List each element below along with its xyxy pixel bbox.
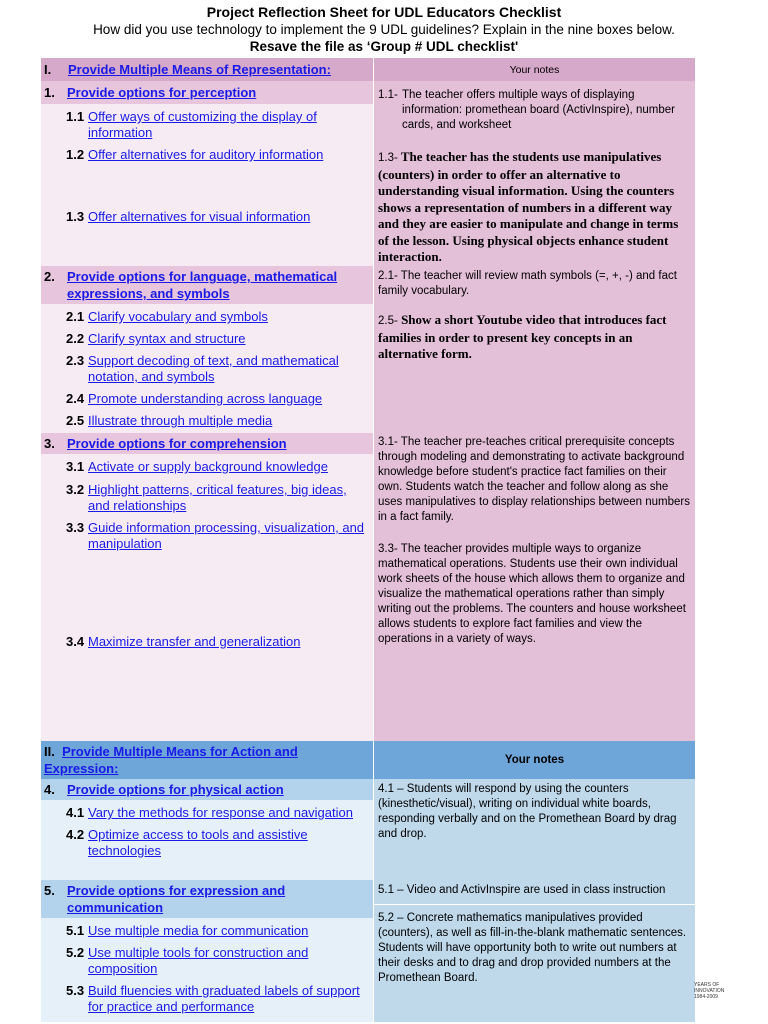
group5-row xyxy=(41,880,695,1022)
group5-heading: 5. Provide options for expression and communication xyxy=(41,880,373,918)
group4-title-link[interactable]: Provide options for physical action xyxy=(67,782,284,797)
guideline-3-3[interactable]: 3.3 Guide information processing, visualization, and manipulation xyxy=(66,520,365,551)
group2-title-link[interactable]: Provide options for language, mathematical expressions, and symbols xyxy=(67,269,338,301)
group1-notes[interactable] xyxy=(373,81,695,266)
guideline-5-2[interactable]: 5.2 Use multiple tools for construction and composition xyxy=(66,945,309,976)
group1-title-link[interactable]: Provide options for perception xyxy=(67,85,257,100)
guideline-1-3[interactable]: 1.3 Offer alternatives for visual information xyxy=(66,209,311,224)
section1-notes-label: Your notes xyxy=(373,58,695,81)
udl-checklist-table xyxy=(41,58,695,1022)
guideline-2-3[interactable]: 2.3 Support decoding of text, and mathematical notation, and symbols xyxy=(66,353,339,384)
note-4-1: 4.1 – Students will respond by using the counters (kinesthetic/visual), writing on individual white boards, responding verbally and on the Promethean Board by drag and drop. xyxy=(378,783,677,840)
section2-header-row xyxy=(41,741,695,779)
note-5-2: 5.2 – Concrete mathematics manipulatives provided (counters), as well as fill-in-the-blank mathematic sentences. Students will have opportunity both to write out numbers at their desks and to drag and drop provided numbers at the Promethean Board. xyxy=(374,904,695,986)
group3-title-link[interactable]: Provide options for comprehension xyxy=(67,436,287,451)
guideline-3-4[interactable]: 3.4 Maximize transfer and generalization xyxy=(66,634,301,649)
group1-row xyxy=(41,81,695,266)
group5-notes[interactable] xyxy=(373,880,695,1022)
page-title: Project Reflection Sheet for UDL Educators Checklist xyxy=(206,4,562,20)
group5-title-link[interactable]: Provide options for expression and communication xyxy=(67,883,286,915)
group3-row xyxy=(41,433,695,741)
section2-notes-label: Your notes xyxy=(373,741,695,779)
section1-title-link[interactable]: Provide Multiple Means of Representation: xyxy=(68,62,331,77)
note-3-1: 3.1- The teacher pre-teaches critical prerequisite concepts through modeling and demonstrating to activate background knowledge before student's practice fact families on their own. Students watch the teacher and follow along as she uses manipulatives to display relationships between numbers in a fact family. xyxy=(378,436,690,523)
section1-header-row xyxy=(41,58,695,81)
page-subtitle: How did you use technology to implement the 9 UDL guidelines? Explain in the nine boxes below. xyxy=(93,22,675,37)
group4-row xyxy=(41,779,695,880)
group3-notes[interactable] xyxy=(373,433,695,741)
note-1-3: 1.3- The teacher has the students use manipulatives (counters) in order to offer an alternative to understanding visual information. Using the counters shows a representation of numbers in a different way and they are easier to manipulate and change in terms of the lesson. Using physical objects enhance student interaction. xyxy=(378,149,679,264)
note-2-5: 2.5- Show a short Youtube video that introduces fact families in order to present key concepts in an alternative form. xyxy=(378,312,667,361)
note-1-1: 1.1- The teacher offers multiple ways of displaying information: promethean board (ActivInspire), number cards, and worksheet xyxy=(378,89,675,131)
group2-row xyxy=(41,266,695,433)
guideline-5-3[interactable]: 5.3 Build fluencies with graduated labels of support for practice and performance xyxy=(66,983,360,1014)
guideline-2-5[interactable]: 2.5 Illustrate through multiple media xyxy=(66,413,273,428)
guideline-1-1[interactable]: 1.1 Offer ways of customizing the display of information xyxy=(66,109,317,140)
guideline-2-2[interactable]: 2.2 Clarify syntax and structure xyxy=(66,331,246,346)
note-3-3: 3.3- The teacher provides multiple ways to organize mathematical operations. Students use their own individual work sheets of the house which allows them to organize and visualize the mathematical operations rather than simply writing out the problems. The counters and house worksheet allows students to explore fact families and view the operations in a variety of ways. xyxy=(378,543,686,645)
guideline-2-1[interactable]: 2.1 Clarify vocabulary and symbols xyxy=(66,309,268,324)
group1-heading: 1. Provide options for perception xyxy=(41,81,373,104)
note-2-1: 2.1- The teacher will review math symbols (=, +, -) and fact family vocabulary. xyxy=(378,270,677,297)
guideline-4-1[interactable]: 4.1 Vary the methods for response and navigation xyxy=(66,805,353,820)
section2-title-link[interactable]: Provide Multiple Means for Action and Expression: xyxy=(44,744,298,776)
guideline-3-2[interactable]: 3.2 Highlight patterns, critical features, big ideas, and relationships xyxy=(66,482,347,513)
group2-notes[interactable] xyxy=(373,266,695,433)
group4-heading: 4. Provide options for physical action xyxy=(41,779,373,800)
guideline-4-2[interactable]: 4.2 Optimize access to tools and assistive technologies xyxy=(66,827,308,858)
resave-instruction: Resave the file as ‘Group # UDL checklist' xyxy=(249,39,519,54)
guideline-2-4[interactable]: 2.4 Promote understanding across language xyxy=(66,391,323,406)
guideline-3-1[interactable]: 3.1 Activate or supply background knowledge xyxy=(66,459,328,474)
guideline-1-2[interactable]: 1.2 Offer alternatives for auditory information xyxy=(66,147,324,162)
note-5-1: 5.1 – Video and ActivInspire are used in class instruction xyxy=(378,884,666,896)
section2-numeral: II. xyxy=(44,744,55,759)
section1-numeral: I. xyxy=(44,62,52,77)
group3-heading: 3. Provide options for comprehension xyxy=(41,433,373,454)
group2-heading: 2. Provide options for language, mathematical expressions, and symbols xyxy=(41,266,373,304)
group4-notes[interactable] xyxy=(373,779,695,880)
guideline-5-1[interactable]: 5.1 Use multiple media for communication xyxy=(66,923,309,938)
watermark-logo: YEARS OF INNOVATION 1984-2009 xyxy=(694,982,724,1000)
